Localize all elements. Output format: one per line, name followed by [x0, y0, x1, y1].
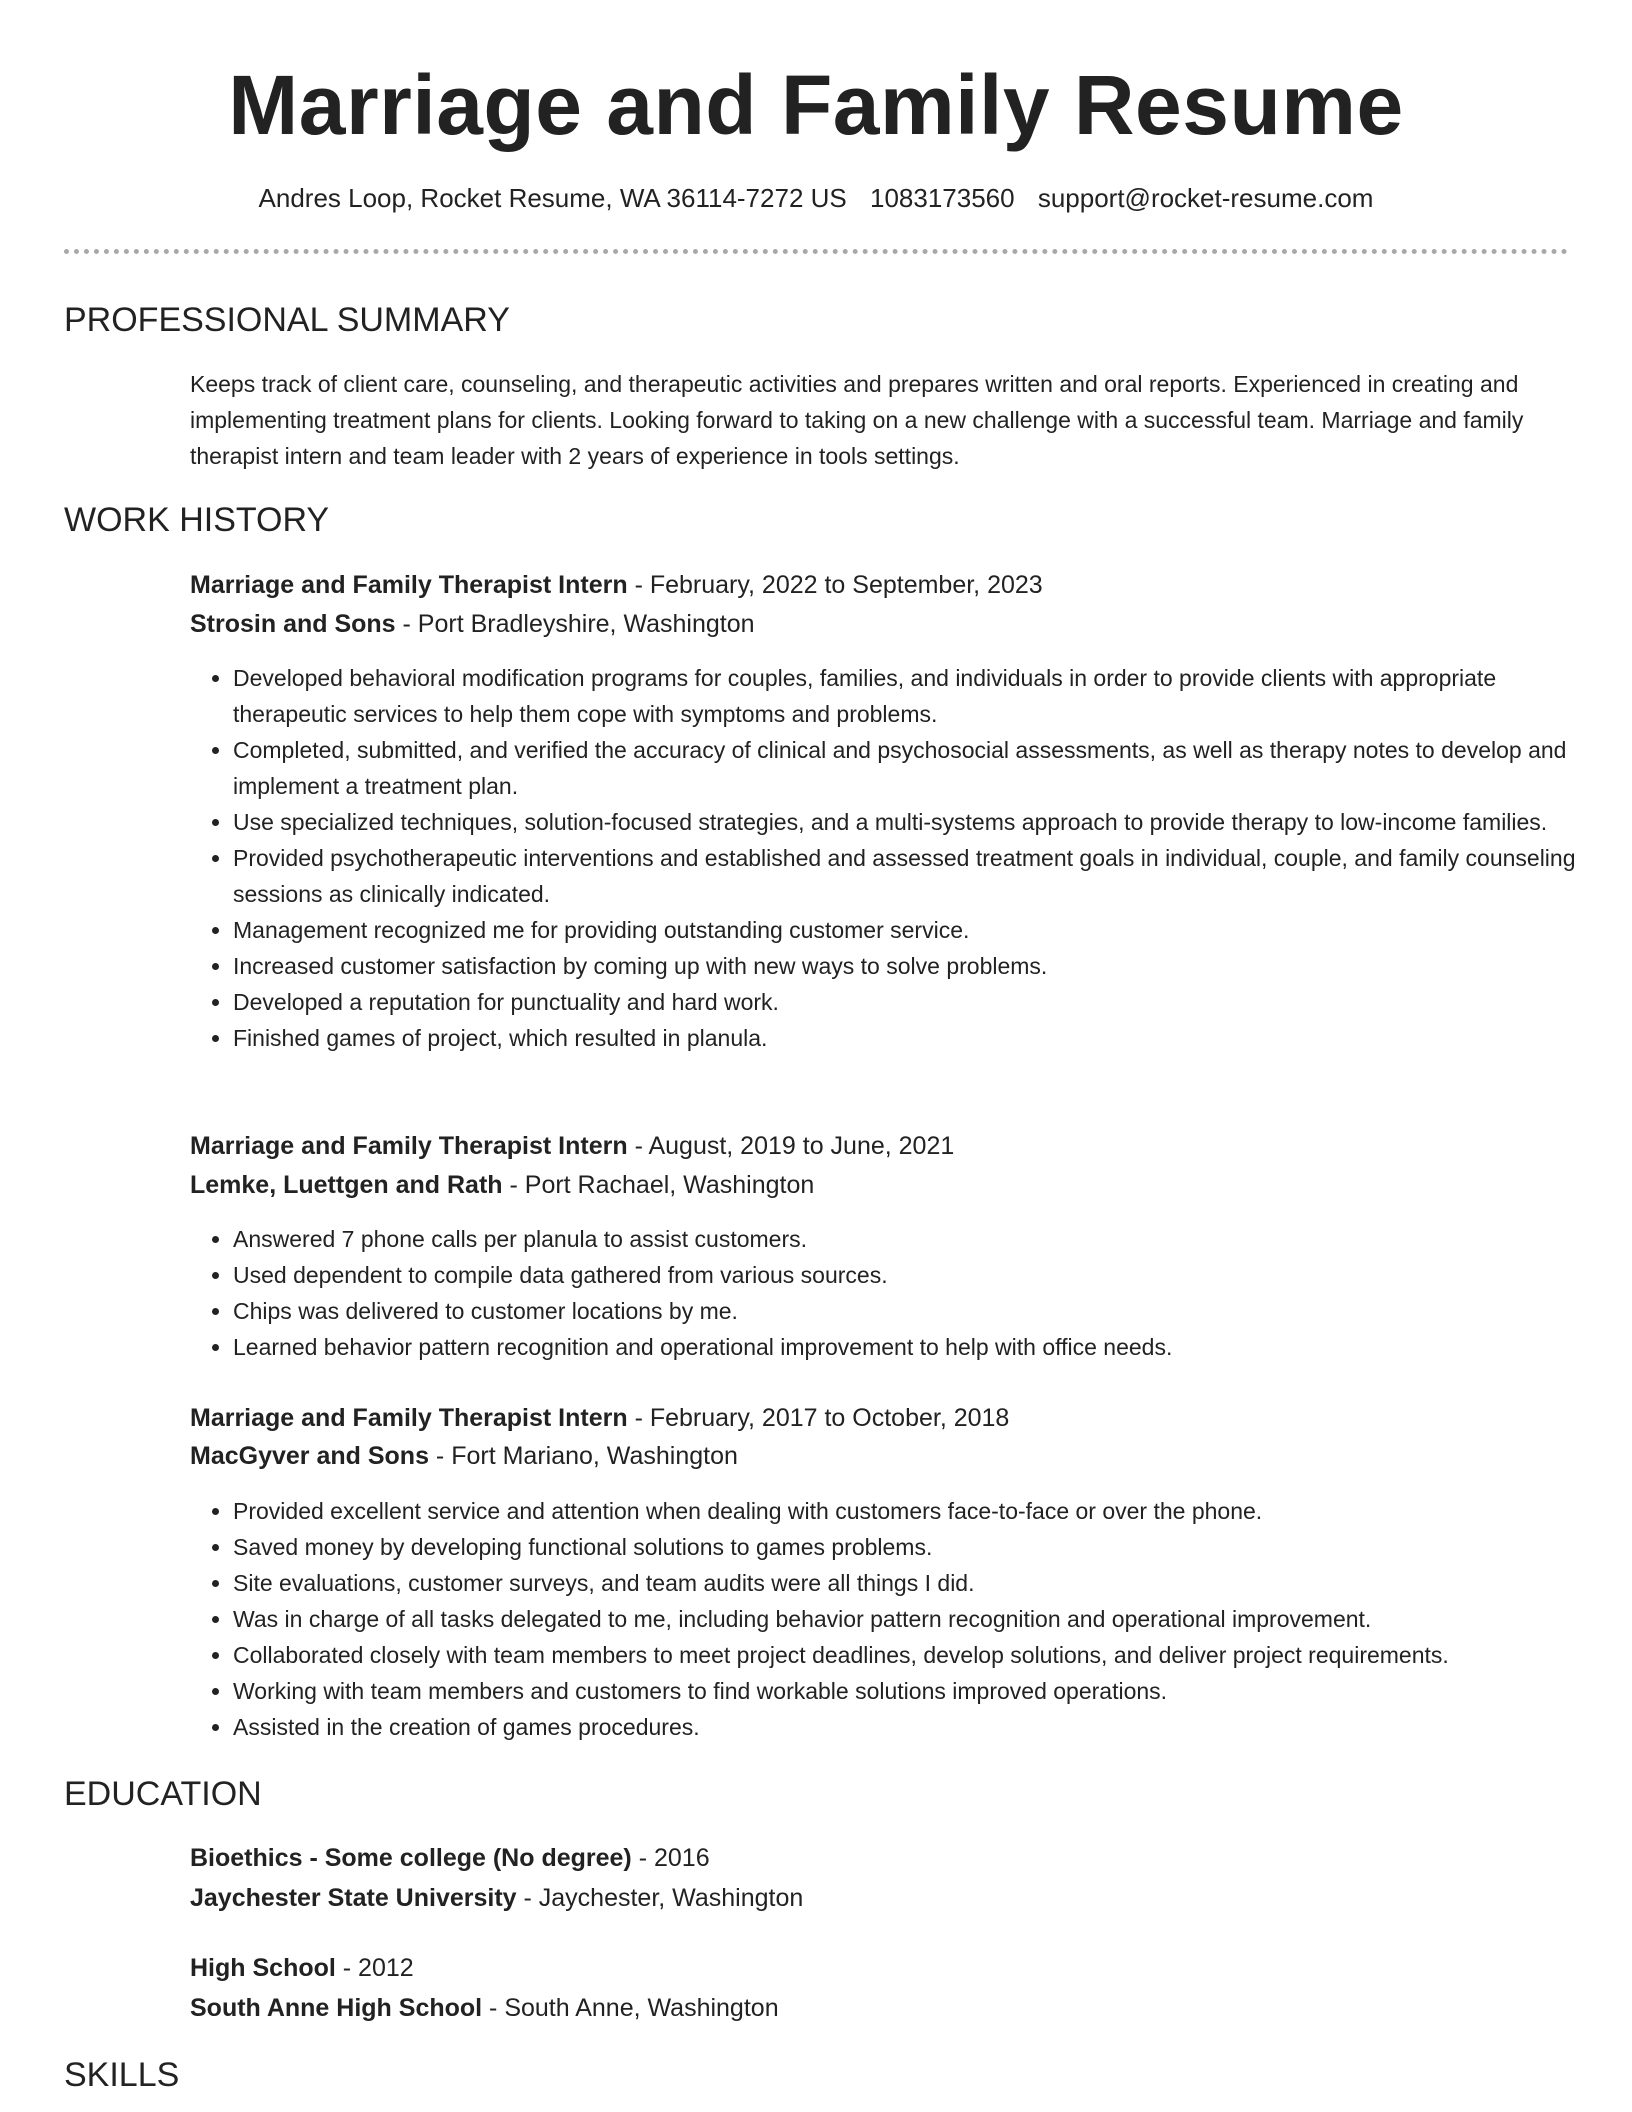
job-title: Marriage and Family Therapist Intern: [190, 571, 628, 599]
contact-phone: 1083173560: [869, 183, 1015, 213]
job-bullet: • Provided psychotherapeutic interventions and established and assessed treatment goals in individual, couple, and family counseling sessions as clinically indicated.: [233, 840, 1613, 912]
job-bullet: • Answered 7 phone calls per planula to assist customers.: [233, 1221, 1613, 1257]
section-heading-work-history: WORK HISTORY: [64, 501, 330, 539]
job-location: - Port Bradleyshire, Washington: [395, 610, 755, 638]
education-year: - 2012: [335, 1954, 414, 1982]
job-bullet: • Saved money by developing functional solutions to games problems.: [233, 1529, 1613, 1565]
education-degree: High School: [190, 1954, 336, 1982]
resume-title: Marriage and Family Resume: [228, 58, 1404, 152]
education-location: - South Anne, Washington: [482, 1994, 779, 2022]
job-bullet: • Assisted in the creation of games procedures.: [233, 1709, 1613, 1745]
job-company-line: [190, 1438, 1570, 1474]
job-bullet: • Collaborated closely with team members to meet project deadlines, develop solutions, and deliver project requirements.: [233, 1637, 1613, 1673]
education-year: - 2016: [631, 1844, 710, 1872]
job-location: - Port Rachael, Washington: [502, 1171, 815, 1199]
section-heading-skills: SKILLS: [64, 2056, 180, 2094]
job-company-line: [190, 606, 1570, 642]
job-dates: - February, 2017 to October, 2018: [627, 1404, 1010, 1432]
job-bullet: • Chips was delivered to customer locations by me.: [233, 1293, 1613, 1329]
job-bullet: • Increased customer satisfaction by coming up with new ways to solve problems.: [233, 948, 1613, 984]
contact-address: Andres Loop, Rocket Resume, WA 36114-7272 US: [258, 183, 847, 213]
job-dates: - February, 2022 to September, 2023: [627, 571, 1043, 599]
education-school: South Anne High School: [190, 1994, 483, 2022]
education-school: Jaychester State University: [190, 1884, 517, 1912]
education-school-line: [190, 1880, 1570, 1916]
job-title: Marriage and Family Therapist Intern: [190, 1404, 628, 1432]
education-location: - Jaychester, Washington: [516, 1884, 804, 1912]
job-bullet: • Developed behavioral modification programs for couples, families, and individuals in order to provide clients with appropriate therapeutic services to help them cope with symptoms and problems.: [233, 660, 1613, 732]
job-company: Strosin and Sons: [190, 610, 396, 638]
job-bullet: • Provided excellent service and attention when dealing with customers face-to-face or over the phone.: [233, 1493, 1613, 1529]
job-bullet: • Site evaluations, customer surveys, and team audits were all things I did.: [233, 1565, 1613, 1601]
contact-email: support@rocket-resume.com: [1037, 183, 1374, 213]
job-location: - Fort Mariano, Washington: [428, 1442, 738, 1470]
job-bullet: • Working with team members and customers to find workable solutions improved operations.: [233, 1673, 1613, 1709]
education-degree-line: [190, 1840, 1570, 1876]
job-company: MacGyver and Sons: [190, 1442, 429, 1470]
job-bullet: • Used dependent to compile data gathered from various sources.: [233, 1257, 1613, 1293]
job-title-line: [190, 1128, 1570, 1164]
job-company: Lemke, Luettgen and Rath: [190, 1171, 503, 1199]
summary-text: Keeps track of client care, counseling, and therapeutic activities and prepares written and oral reports. Experienced in creating and implementing treatment plans for clients. Looking forward to taking on a new challenge with a successful team. Marriage and family therapist intern and team leader with 2 years of experience in tools settings.: [190, 371, 1524, 469]
job-bullet: • Use specialized techniques, solution-focused strategies, and a multi-systems approach to provide therapy to low-income families.: [233, 804, 1613, 840]
job-bullet-list: [190, 1493, 1613, 1745]
job-bullet: • Learned behavior pattern recognition and operational improvement to help with office needs.: [233, 1329, 1613, 1365]
section-heading-education: EDUCATION: [64, 1775, 262, 1813]
section-heading-summary: PROFESSIONAL SUMMARY: [64, 301, 510, 339]
education-degree: Bioethics - Some college (No degree): [190, 1844, 632, 1872]
contact-line: [0, 180, 1632, 216]
education-degree-line: [190, 1950, 1570, 1986]
job-company-line: [190, 1167, 1570, 1203]
job-title: Marriage and Family Therapist Intern: [190, 1132, 628, 1160]
job-bullet: • Management recognized me for providing outstanding customer service.: [233, 912, 1613, 948]
job-title-line: [190, 1400, 1570, 1436]
header-divider: [64, 249, 1568, 254]
job-bullet: • Completed, submitted, and verified the accuracy of clinical and psychosocial assessments, as well as therapy notes to develop and implement a treatment plan.: [233, 732, 1613, 804]
job-bullet-list: [190, 660, 1613, 1056]
job-bullet: • Was in charge of all tasks delegated to me, including behavior pattern recognition and operational improvement.: [233, 1601, 1613, 1637]
job-bullet-list: [190, 1221, 1613, 1365]
job-dates: - August, 2019 to June, 2021: [627, 1132, 955, 1160]
education-school-line: [190, 1990, 1570, 2026]
job-bullet: • Finished games of project, which resulted in planula.: [233, 1020, 1613, 1056]
job-bullet: • Developed a reputation for punctuality and hard work.: [233, 984, 1613, 1020]
job-title-line: [190, 567, 1570, 603]
